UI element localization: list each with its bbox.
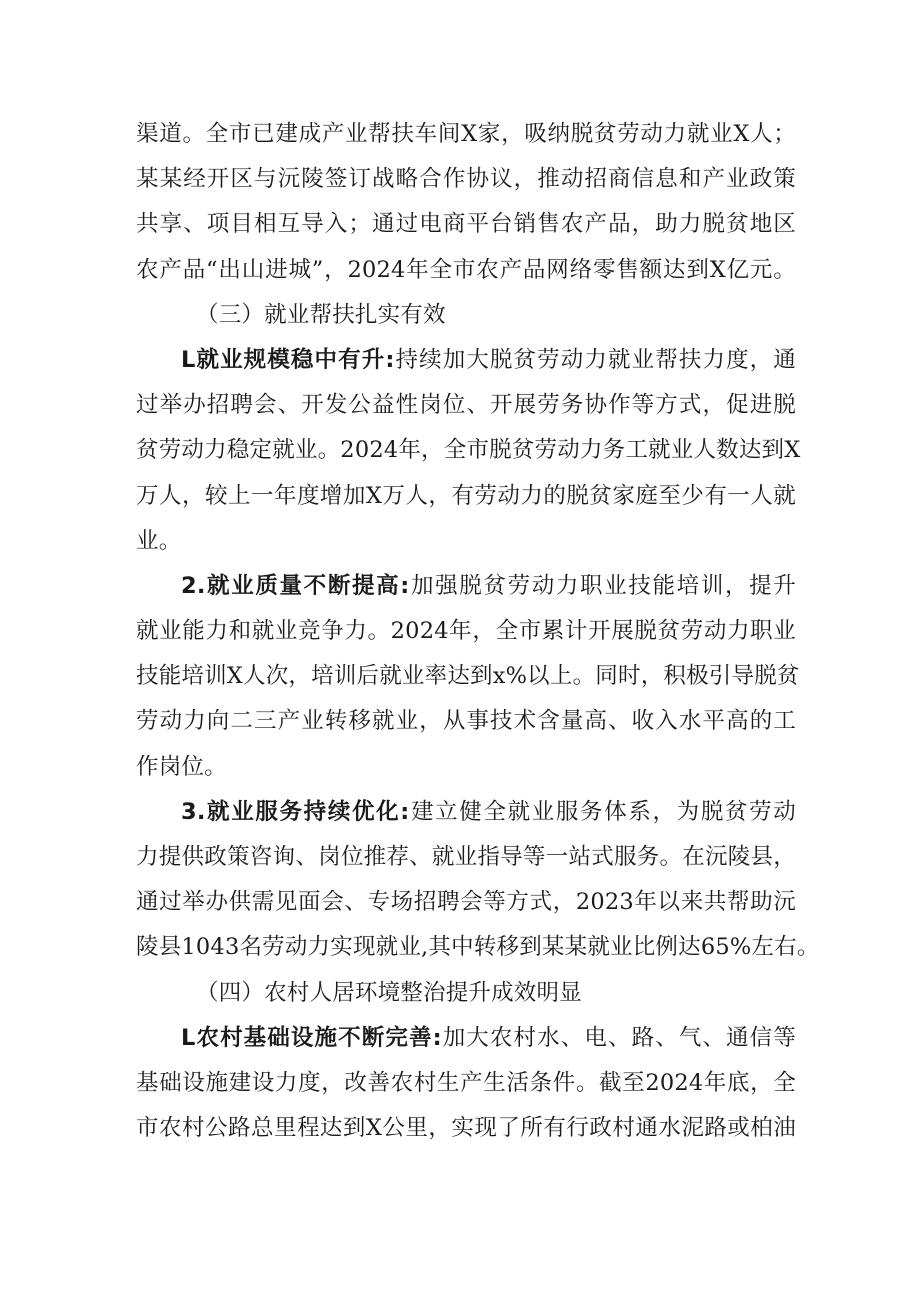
- section-heading-3: （三）就业帮扶扎实有效: [196, 301, 446, 328]
- paragraph-line: 业。: [136, 527, 182, 554]
- paragraph-line: 通过举办供需见面会、专场招聘会等方式，2023年以来共帮助沅: [136, 889, 796, 916]
- document-page: [136, 112, 820, 1151]
- first-line-text: 加大农村水、电、路、气、通信等: [441, 1024, 796, 1051]
- first-line-text: 加强脱贫劳动力职业技能培训，提升: [409, 572, 797, 599]
- lead-phrase: L就业规模稳中有升:: [181, 346, 395, 373]
- paragraph-first-line: [136, 564, 796, 609]
- paragraph-line: 万人，较上一年度增加X万人，有劳动力的脱贫家庭至少有一人就: [136, 482, 796, 509]
- first-line-text: 持续加大脱贫劳动力就业帮扶力度，通: [394, 346, 796, 373]
- first-line-text: 建立健全就业服务体系，为脱贫劳动: [409, 798, 797, 825]
- paragraph-line: 基础设施建设力度，改善农村生产生活条件。截至2024年底，全: [136, 1069, 796, 1096]
- paragraph-line: 力提供政策咨询、岗位推荐、就业指导等一站式服务。在沅陵县，: [136, 844, 796, 870]
- paragraph-line: 劳动力向二三产业转移就业，从事技术含量高、收入水平高的工: [136, 708, 796, 735]
- paragraph-first-line: [136, 1016, 796, 1061]
- section-heading-4: （四）农村人居环境整治提升成效明显: [196, 979, 582, 1006]
- paragraph-line: 共享、项目相互导入；通过电商平台销售农产品，助力脱贫地区: [136, 211, 796, 238]
- paragraph-line: 贫劳动力稳定就业。2024年，全市脱贫劳动力务工就业人数达到X: [136, 437, 801, 464]
- lead-phrase: 2.就业质量不断提高:: [181, 572, 410, 599]
- paragraph-first-line: [136, 338, 796, 383]
- paragraph-line: 作岗位。: [136, 753, 227, 780]
- lead-phrase: L农村基础设施不断完善:: [181, 1024, 442, 1051]
- paragraph-line: 渠道。全市已建成产业帮扶车间X家，吸纳脱贫劳动力就业X人；: [136, 121, 796, 147]
- paragraph-first-line: [136, 790, 796, 835]
- lead-phrase: 3.就业服务持续优化:: [181, 798, 410, 825]
- paragraph-line: 农产品“出山进城”，2024年全市农产品网络零售额达到X亿元。: [136, 256, 796, 283]
- paragraph-line: 陵县1043名劳动力实现就业,其中转移到某某就业比例达65%左右。: [136, 934, 820, 961]
- paragraph-line: 就业能力和就业竞争力。2024年，全市累计开展脱贫劳动力职业: [136, 618, 796, 645]
- paragraph-line: 技能培训X人次，培训后就业率达到x%以上。同时，积极引导脱贫: [136, 663, 800, 690]
- paragraph-line: 过举办招聘会、开发公益性岗位、开展劳务协作等方式，促进脱: [136, 392, 796, 419]
- paragraph-line: 市农村公路总里程达到X公里，实现了所有行政村通水泥路或柏油: [136, 1115, 796, 1142]
- paragraph-line: 某某经开区与沅陵签订战略合作协议，推动招商信息和产业政策: [136, 166, 796, 193]
